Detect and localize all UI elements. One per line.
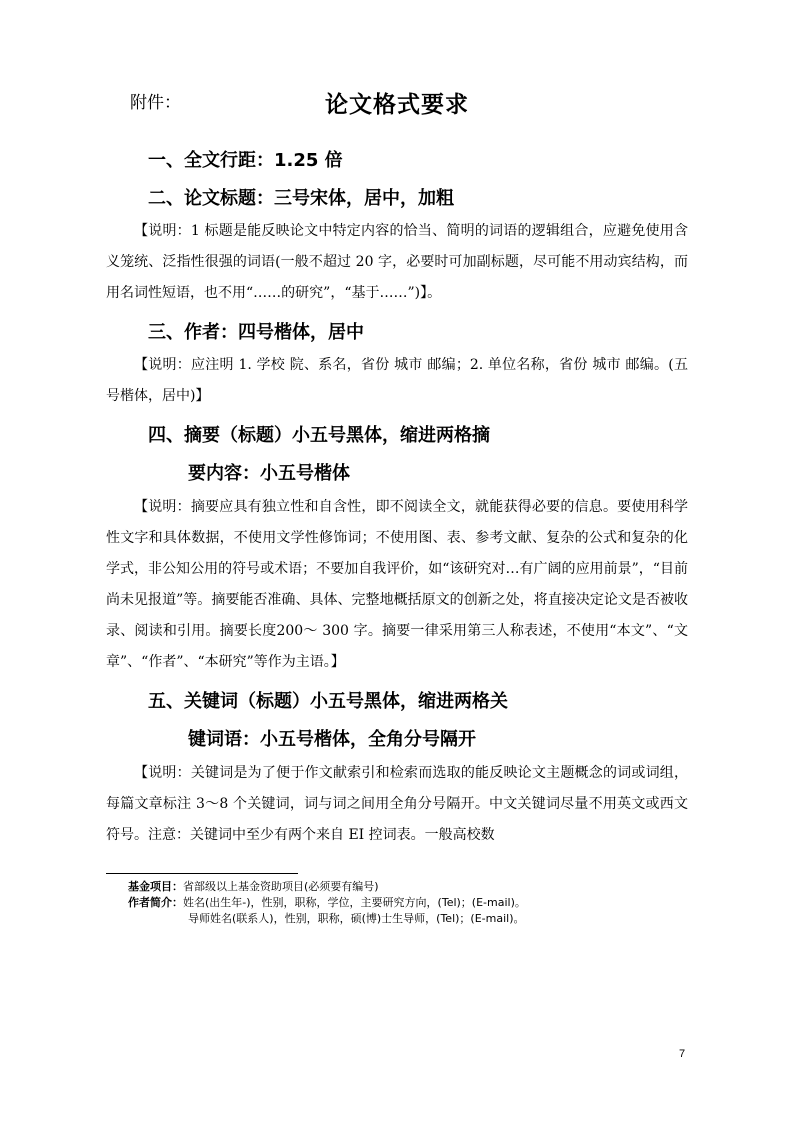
note-keywords: 【说明：关键词是为了便于作文献索引和检索而选取的能反映论文主题概念的词或词组，每篇文章标注 3～8 个关键词，词与词之间用全角分号隔开。中文关键词尽量不用英文或西文符号。注意：关键词中至少有两个来自 EI 控词表。一般高校数 <box>106 765 688 843</box>
footnote-divider <box>106 873 298 874</box>
page-title: 论文格式要求 <box>325 92 469 118</box>
heading-paper-title: 二、论文标题：三号宋体，居中，加粗 <box>148 188 454 209</box>
author-line-1: 姓名(出生年-)，性别，职称，学位，主要研究方向，(Tel)；(E-mail)。 <box>183 896 526 909</box>
attachment-label: 附件： <box>130 93 181 113</box>
footnote-fund <box>128 879 379 895</box>
footnote-author <box>128 895 526 911</box>
fund-text: 省部级以上基金资助项目(必须要有编号) <box>183 880 379 893</box>
heading-abstract: 四、摘要（标题）小五号黑体，缩进两格摘 <box>148 425 490 446</box>
note-abstract: 【说明：摘要应具有独立性和自含性，即不阅读全文，就能获得必要的信息。要使用科学性文字和具体数据，不使用文学性修饰词；不使用图、表、参考文献、复杂的公式和复杂的化学式，非公知公用的符号或术语；不要加自我评价，如“该研究对…有广阔的应用前景”，“目前尚未见报道”等。摘要能否准确、具体、完整地概括原文的创新之处，将直接决定论文是否被收录、阅读和引用。摘要长度200～ 300 字。摘要一律采用第三人称表述，不使用“本文”、“文章”、“作者”、“本研究”等作为主语。】 <box>106 499 688 670</box>
author-label: 作者简介： <box>128 896 183 909</box>
note-paper-title: 【说明：1 标题是能反映论文中特定内容的恰当、简明的词语的逻辑组合，应避免使用含义笼统、泛指性很强的词语(一般不超过 20 字，必要时可加副标题，尽可能不用动宾结构，而用名词性短语，也不用“……的研究”，“基于……”)】。 <box>106 223 688 301</box>
footnote-advisor: 导师姓名(联系人)，性别，职称，硕(博)士生导师，(Tel)；(E-mail)。 <box>188 912 525 925</box>
page-number: 7 <box>679 1048 686 1060</box>
heading-line-spacing: 一、全文行距：1.25 倍 <box>148 150 343 171</box>
note-author: 【说明：应注明 1. 学校 院、系名，省份 城市 邮编；2. 单位名称，省份 城市 邮编。(五号楷体，居中)】 <box>106 357 688 404</box>
heading-abstract-cont: 要内容：小五号楷体 <box>188 463 350 484</box>
heading-keywords-cont: 键词语：小五号楷体，全角分号隔开 <box>188 729 476 750</box>
heading-author: 三、作者：四号楷体，居中 <box>148 322 364 343</box>
heading-keywords: 五、关键词（标题）小五号黑体，缩进两格关 <box>148 691 508 712</box>
fund-label: 基金项目： <box>128 880 183 893</box>
